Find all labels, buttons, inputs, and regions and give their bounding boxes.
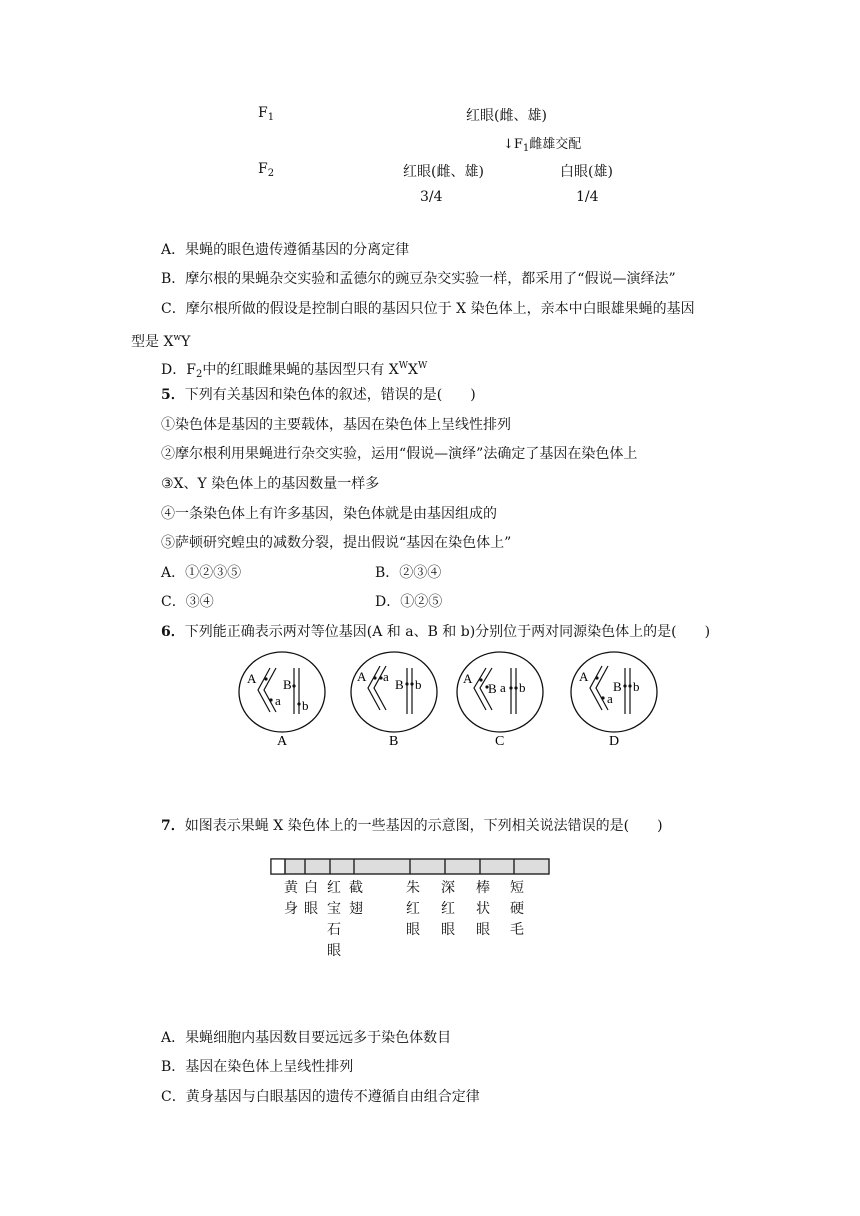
gene-label: B	[395, 677, 404, 692]
gene-label-char: 棒	[476, 880, 490, 896]
gene-label: b	[519, 680, 526, 695]
q5-item-2: ②摩尔根利用果蝇进行杂交实验，运用“假说—演绎”法确定了基因在染色体上	[161, 446, 638, 462]
gene-label: a	[275, 693, 281, 708]
cross-arrow-note: $↓F_1$雌雄交配	[503, 137, 582, 154]
gene-label-char: 白	[304, 880, 318, 896]
f2-white-phenotype: 白眼(雄)	[560, 164, 613, 180]
gene-label-char: 眼	[304, 901, 318, 917]
gene-label-char: 红	[327, 880, 341, 896]
gene-label: A	[463, 671, 473, 686]
gene-label-char: 朱	[406, 880, 420, 896]
q5-item-4: ④一条染色体上有许多基因，染色体就是由基因组成的	[161, 506, 497, 522]
f2-red-phenotype: 红眼(雌、雄)	[403, 164, 484, 180]
f1-label: $F_1$	[258, 105, 275, 123]
q7-option-b: B．基因在染色体上呈线性排列	[161, 1059, 354, 1075]
gene-label: A	[247, 671, 257, 686]
q7-option-a: A．果蝇细胞内基因数目要远远多于染色体数目	[161, 1030, 452, 1046]
gene-label-char: 截	[349, 880, 363, 896]
gene-label-char: 翅	[349, 901, 363, 917]
gene-label-char: 石	[327, 922, 341, 938]
cell-caption: A	[277, 734, 288, 749]
q4-option-a: A．果蝇的眼色遗传遵循基因的分离定律	[161, 242, 410, 258]
gene-label-char: 眼	[441, 922, 455, 938]
cell-caption: B	[389, 734, 399, 749]
ratio-red: 3/4	[420, 189, 443, 205]
q4-option-b: B．摩尔根的果蝇杂交实验和孟德尔的豌豆杂交实验一样，都采用了“假说—演绎法”	[161, 271, 676, 287]
cell-b	[351, 652, 437, 749]
gene-label-char: 红	[441, 901, 455, 917]
q4-option-c: C．摩尔根所做的假设是控制白眼的基因只位于 X 染色体上，亲本中白眼雄果蝇的基因	[161, 301, 695, 317]
gene-label-char: 状	[476, 901, 490, 917]
q5-option-b: B．②③④	[375, 565, 442, 581]
gene-label: b	[633, 679, 640, 694]
cell-d	[571, 652, 657, 749]
ratio-white: 1/4	[576, 189, 599, 205]
q5-option-d: D．①②⑤	[375, 594, 443, 610]
cell-caption: C	[495, 734, 505, 749]
gene-label-char: 眼	[327, 943, 341, 959]
gene-label: a	[500, 680, 506, 695]
cell-a	[239, 652, 325, 749]
f2-label: $F_2$	[258, 161, 275, 179]
gene-label-char: 硬	[510, 901, 524, 917]
gene-label-char: 眼	[406, 922, 420, 938]
gene-label-char: 短	[510, 880, 524, 896]
q6-stem: 6．下列能正确表示两对等位基因(A 和 a、B 和 b)分别位于两对同源染色体上的是( )	[161, 624, 711, 640]
gene-label: B	[283, 677, 292, 692]
x-chromosome-bar	[270, 858, 552, 876]
gene-label-char: 黄	[284, 880, 298, 896]
q5-stem: 5．下列有关基因和染色体的叙述，错误的是( )	[161, 387, 476, 403]
q5-option-a: A．①②③⑤	[161, 565, 242, 581]
gene-label-char: 红	[406, 901, 420, 917]
gene-label: A	[579, 669, 589, 684]
gene-label: b	[415, 677, 422, 692]
q4-option-c-cont: 型是 $X^wY$	[131, 333, 191, 350]
gene-label: B	[488, 681, 497, 696]
q5-item-3: ③X、Y 染色体上的基因数量一样多	[161, 476, 380, 492]
cell-caption: D	[609, 734, 620, 749]
f1-phenotype: 红眼(雌、雄)	[466, 108, 547, 124]
q5-item-1: ①染色体是基因的主要载体，基因在染色体上呈线性排列	[161, 417, 511, 433]
gene-label-char: 毛	[510, 922, 524, 938]
q5-item-5: ⑤萨顿研究蝗虫的减数分裂，提出假说“基因在染色体上”	[161, 535, 512, 551]
q4-option-d: D．$F_2$中的红眼雌果蝇的基因型只有 $X^WX^W$	[161, 361, 428, 380]
q7-option-c: C．黄身基因与白眼基因的遗传不遵循自由组合定律	[161, 1089, 480, 1105]
cell-c	[457, 652, 543, 749]
gene-label-char: 眼	[476, 922, 490, 938]
gene-label: a	[607, 691, 613, 706]
gene-label-char: 深	[441, 880, 455, 896]
gene-label: B	[613, 679, 622, 694]
q6-figure	[230, 650, 670, 755]
q7-stem: 7．如图表示果蝇 X 染色体上的一些基因的示意图，下列相关说法错误的是( )	[161, 818, 663, 834]
gene-label-char: 身	[284, 901, 298, 917]
gene-label-char: 宝	[327, 901, 341, 917]
gene-label: A	[357, 669, 367, 684]
q5-option-c: C．③④	[161, 594, 214, 610]
gene-label: a	[383, 669, 389, 684]
gene-label: b	[302, 698, 309, 713]
